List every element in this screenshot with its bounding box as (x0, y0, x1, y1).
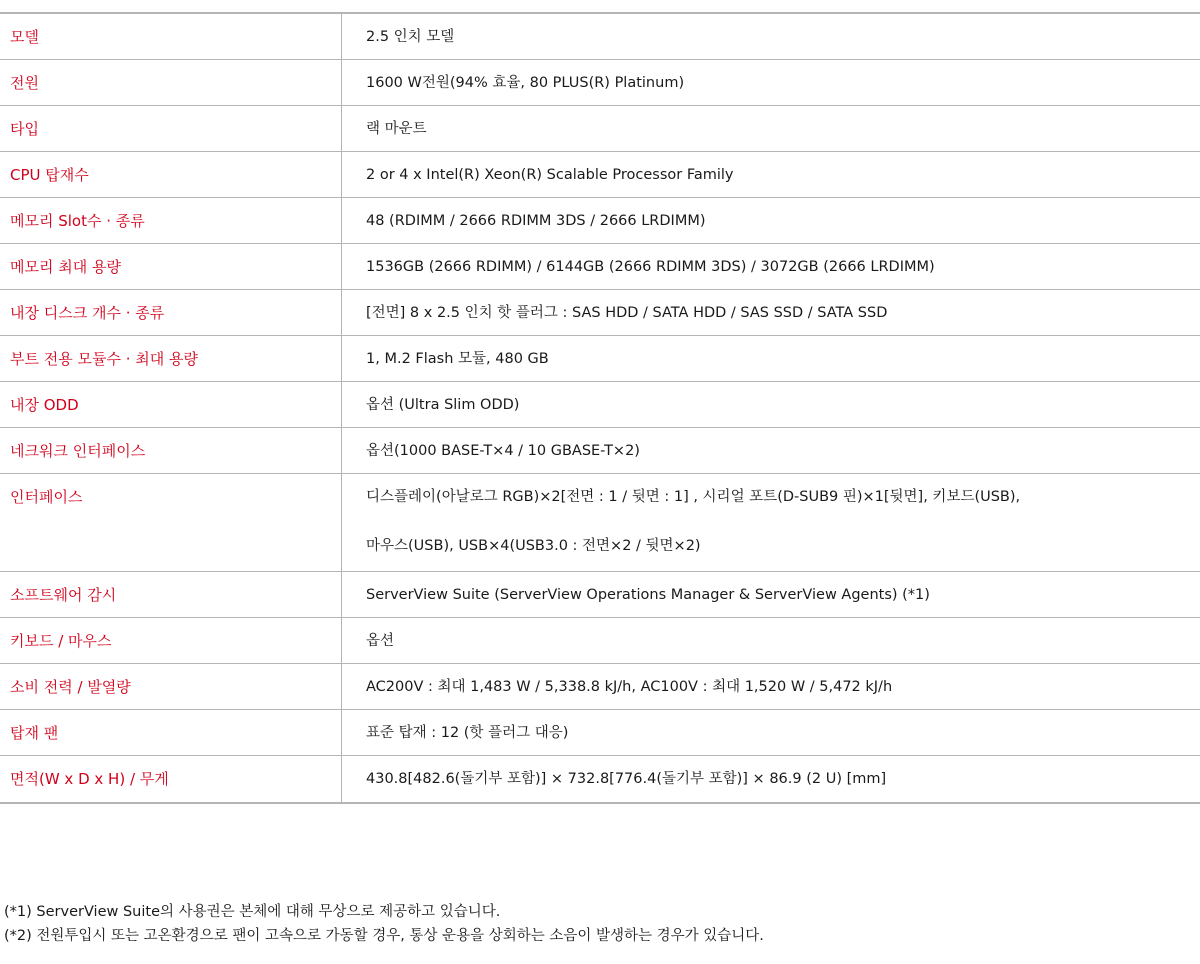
spec-value-line: 옵션(1000 BASE-T×4 / 10 GBASE-T×2) (366, 443, 640, 459)
spec-value-line: 430.8[482.6(돌기부 포함)] × 732.8[776.4(돌기부 포함)] × 86.9 (2 U) [mm] (366, 771, 887, 787)
spec-label: 키보드 / 마우스 (0, 618, 342, 663)
spec-value-line: 2.5 인치 모델 (366, 29, 455, 45)
spec-value-line: AC200V : 최대 1,483 W / 5,338.8 kJ/h, AC100V : 최대 1,520 W / 5,472 kJ/h (366, 679, 893, 695)
spec-row (0, 290, 1200, 336)
spec-row (0, 14, 1200, 60)
spec-row (0, 60, 1200, 106)
spec-row (0, 428, 1200, 474)
spec-label: 모델 (0, 14, 342, 59)
spec-row (0, 664, 1200, 710)
spec-value (342, 14, 1200, 59)
spec-value (342, 198, 1200, 243)
spec-label: CPU 탑재수 (0, 152, 342, 197)
spec-value (342, 152, 1200, 197)
spec-label: 전원 (0, 60, 342, 105)
spec-row (0, 106, 1200, 152)
spec-row (0, 474, 1200, 572)
spec-label: 인터페이스 (0, 474, 342, 571)
spec-row (0, 618, 1200, 664)
footnote-1: (*1) ServerView Suite의 사용권은 본체에 대해 무상으로 제공하고 있습니다. (4, 904, 501, 920)
spec-label: 타입 (0, 106, 342, 151)
spec-value-line: 48 (RDIMM / 2666 RDIMM 3DS / 2666 LRDIMM) (366, 213, 706, 229)
spec-value (342, 428, 1200, 473)
spec-label: 메모리 Slot수 · 종류 (0, 198, 342, 243)
spec-label: 네크워크 인터페이스 (0, 428, 342, 473)
spec-value-line: 디스플레이(아날로그 RGB)×2[전면 : 1 / 뒷면 : 1] , 시리얼 포트(D-SUB9 핀)×1[뒷면], 키보드(USB), (366, 489, 1021, 505)
spec-value (342, 474, 1200, 571)
spec-value-line: 1, M.2 Flash 모듈, 480 GB (366, 351, 549, 367)
spec-label: 면적(W x D x H) / 무게 (0, 756, 342, 802)
spec-value (342, 336, 1200, 381)
spec-value (342, 756, 1200, 802)
spec-label: 내장 디스크 개수 · 종류 (0, 290, 342, 335)
spec-value-line: 옵션 (366, 633, 395, 649)
spec-table (0, 12, 1200, 804)
spec-value-line: 2 or 4 x Intel(R) Xeon(R) Scalable Processor Family (366, 167, 734, 183)
spec-value (342, 572, 1200, 617)
footnotes (4, 900, 1194, 948)
spec-value (342, 618, 1200, 663)
spec-value-line: 표준 탑재 : 12 (핫 플러그 대응) (366, 725, 569, 741)
spec-value-line: [전면] 8 x 2.5 인치 핫 플러그 : SAS HDD / SATA HDD / SAS SSD / SATA SSD (366, 305, 888, 321)
spec-row (0, 244, 1200, 290)
spec-value-line: 옵션 (Ultra Slim ODD) (366, 397, 520, 413)
footnote-2: (*2) 전원투입시 또는 고온환경으로 팬이 고속으로 가동할 경우, 통상 운용을 상회하는 소음이 발생하는 경우가 있습니다. (4, 928, 764, 944)
spec-value (342, 106, 1200, 151)
spec-label: 내장 ODD (0, 382, 342, 427)
spec-value (342, 710, 1200, 755)
spec-row (0, 572, 1200, 618)
spec-label: 소프트웨어 감시 (0, 572, 342, 617)
spec-value-line: 1536GB (2666 RDIMM) / 6144GB (2666 RDIMM 3DS) / 3072GB (2666 LRDIMM) (366, 259, 935, 275)
spec-row (0, 710, 1200, 756)
spec-value-line: 랙 마운트 (366, 121, 427, 137)
spec-label: 탑재 팬 (0, 710, 342, 755)
spec-value (342, 382, 1200, 427)
spec-value (342, 60, 1200, 105)
spec-value-line: 마우스(USB), USB×4(USB3.0 : 전면×2 / 뒷면×2) (366, 538, 701, 554)
spec-value-line: ServerView Suite (ServerView Operations Manager & ServerView Agents) (*1) (366, 587, 930, 603)
spec-value-line: 1600 W전원(94% 효율, 80 PLUS(R) Platinum) (366, 75, 685, 91)
spec-row (0, 152, 1200, 198)
spec-value (342, 244, 1200, 289)
spec-row (0, 198, 1200, 244)
spec-value (342, 664, 1200, 709)
spec-row (0, 756, 1200, 802)
spec-row (0, 336, 1200, 382)
spec-label: 소비 전력 / 발열량 (0, 664, 342, 709)
spec-value (342, 290, 1200, 335)
spec-row (0, 382, 1200, 428)
spec-label: 메모리 최대 용량 (0, 244, 342, 289)
spec-label: 부트 전용 모듈수 · 최대 용량 (0, 336, 342, 381)
